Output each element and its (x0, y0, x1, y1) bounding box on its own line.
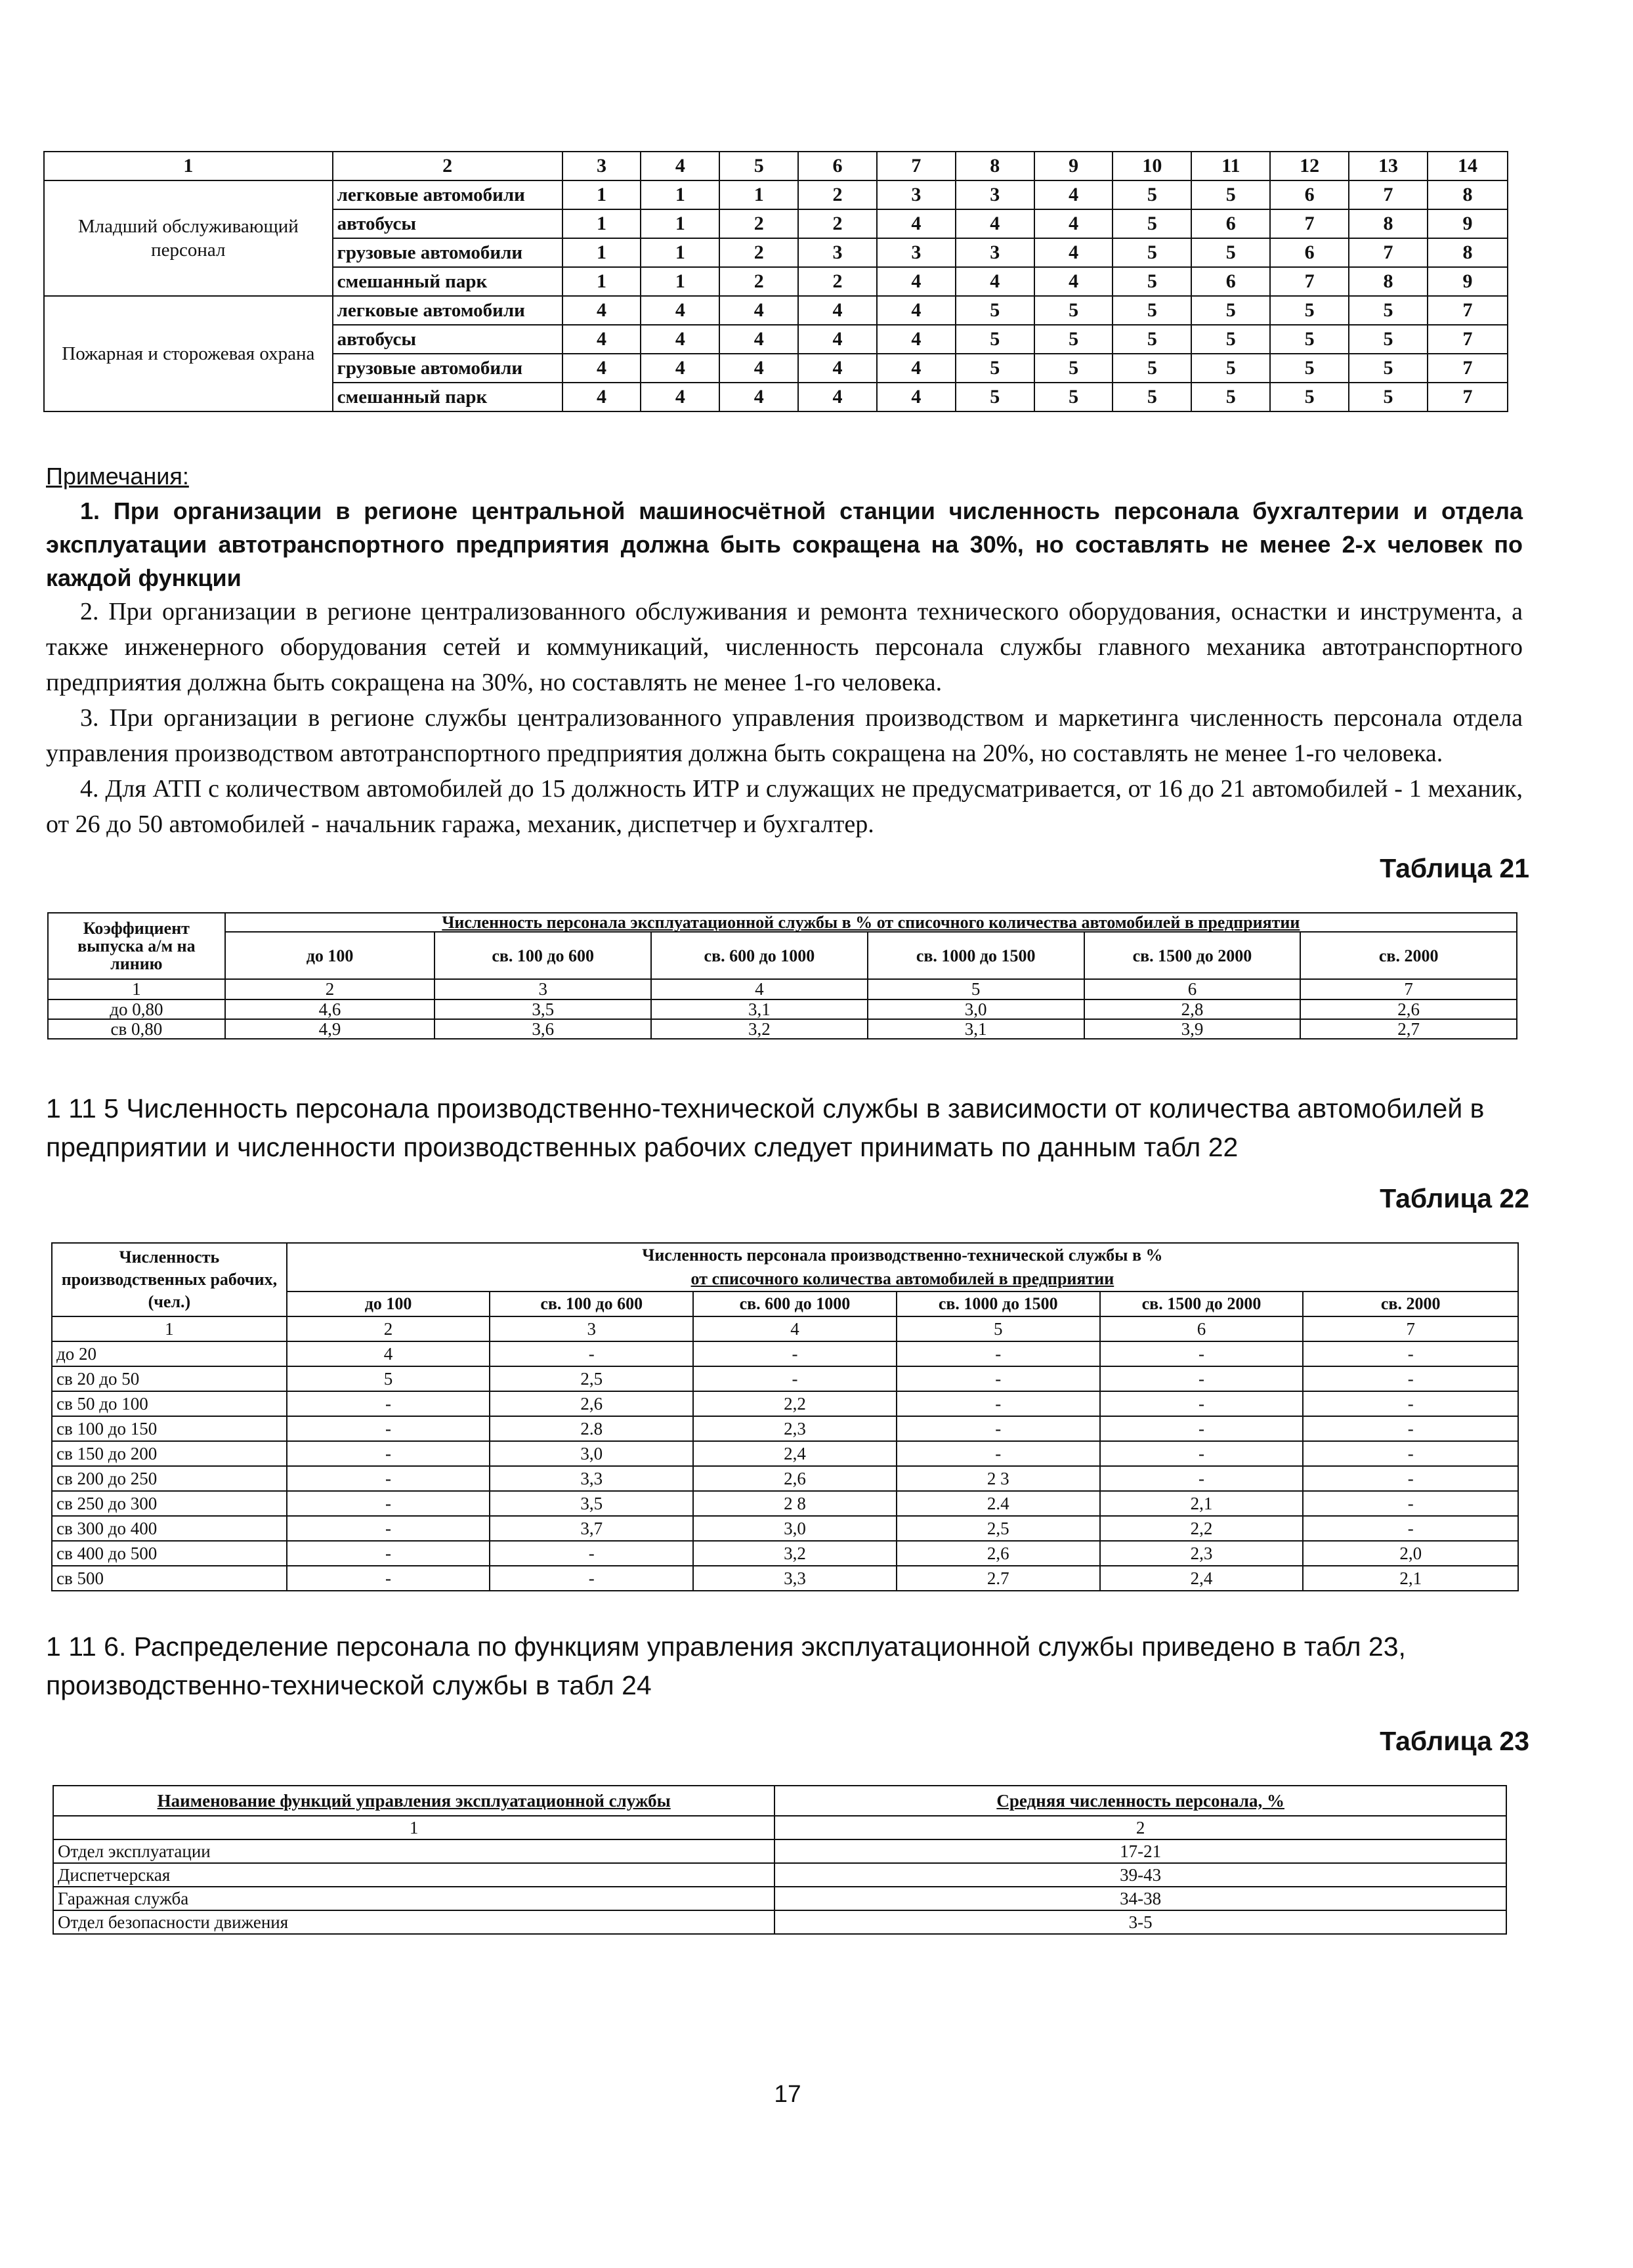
column-number: 4 (693, 1316, 897, 1341)
table-header-row (53, 1786, 1506, 1816)
table-row (52, 1341, 1518, 1366)
value-cell: 3-5 (774, 1910, 1506, 1934)
value-cell: 5 (1349, 383, 1428, 411)
value-cell: 2,2 (1100, 1516, 1304, 1541)
value-cell: 2,0 (1303, 1541, 1518, 1566)
table-row (52, 1516, 1518, 1541)
row-label: до 20 (52, 1341, 287, 1366)
value-cell: 5 (956, 325, 1034, 354)
value-cell: - (287, 1491, 490, 1516)
value-cell: - (1303, 1366, 1518, 1391)
value-cell: 7 (1428, 296, 1508, 325)
table-header-row (48, 913, 1517, 932)
column-number: 2 (225, 979, 435, 999)
table-22 (51, 1242, 1519, 1591)
table-row (52, 1416, 1518, 1441)
value-cell: 1 (562, 180, 641, 209)
value-cell: 4,6 (225, 999, 435, 1019)
column-number: 7 (1303, 1316, 1518, 1341)
column-number: 3 (490, 1316, 693, 1341)
column-number: 1 (53, 1816, 774, 1839)
value-cell: - (1100, 1341, 1304, 1366)
column-number: 5 (719, 152, 798, 180)
value-cell: 2,2 (693, 1391, 897, 1416)
value-cell: - (1303, 1491, 1518, 1516)
table-row (52, 1541, 1518, 1566)
value-cell: 2.8 (490, 1416, 693, 1441)
value-cell: 5 (1113, 180, 1191, 209)
value-cell: 3,1 (868, 1019, 1084, 1039)
row-label: св 150 до 200 (52, 1441, 287, 1466)
value-cell: 4 (956, 209, 1034, 238)
value-cell: 4 (719, 296, 798, 325)
value-cell: - (287, 1441, 490, 1466)
value-cell: 7 (1428, 325, 1508, 354)
value-cell: 34-38 (774, 1887, 1506, 1910)
value-cell: 4 (1034, 209, 1113, 238)
value-cell: - (897, 1416, 1100, 1441)
column-number: 7 (1300, 979, 1517, 999)
value-cell: 4 (562, 325, 641, 354)
value-cell: 5 (956, 296, 1034, 325)
function-name: Отдел эксплуатации (53, 1839, 774, 1863)
column-numbers-row (48, 979, 1517, 999)
value-cell: - (1303, 1416, 1518, 1441)
table-row (53, 1863, 1506, 1887)
vehicle-type-cell: смешанный парк (333, 383, 562, 411)
value-cell: 4 (562, 296, 641, 325)
value-cell: 17-21 (774, 1839, 1506, 1863)
value-cell: 7 (1270, 267, 1349, 296)
note-item: 2. При организации в регионе централизованного обслуживания и ремонта технического оборудования, оснастки и инструмента, а также инженерного оборудования сетей и коммуникаций, численность персонала службы главного механика автотранспортного предприятия должна быть сокращена на 30%, но составлять не менее 1-го человека. (46, 598, 1523, 697)
group-header: от списочного количества автомобилей в предприятии (287, 1267, 1518, 1292)
value-cell: 6 (1191, 267, 1270, 296)
value-cell: 2.4 (897, 1491, 1100, 1516)
vehicle-type-cell: смешанный парк (333, 267, 562, 296)
column-header: св. 1000 до 1500 (897, 1292, 1100, 1316)
value-cell: - (287, 1516, 490, 1541)
value-cell: 2,6 (1300, 999, 1517, 1019)
value-cell: 4 (1034, 238, 1113, 267)
value-cell: 9 (1428, 267, 1508, 296)
staff-table-continued (43, 151, 1508, 412)
value-cell: 2,1 (1303, 1566, 1518, 1591)
function-name: Диспетчерская (53, 1863, 774, 1887)
column-header: св. 600 до 1000 (651, 932, 868, 979)
value-cell: 4 (641, 296, 719, 325)
value-cell: 6 (1270, 180, 1349, 209)
value-cell: 3,9 (1084, 1019, 1301, 1039)
table-23 (53, 1785, 1507, 1935)
value-cell: 5 (287, 1366, 490, 1391)
value-cell: 39-43 (774, 1863, 1506, 1887)
column-numbers-row (53, 1816, 1506, 1839)
column-number: 13 (1349, 152, 1428, 180)
value-cell: 5 (1270, 325, 1349, 354)
value-cell: 4 (798, 354, 877, 383)
value-cell: 3,0 (490, 1441, 693, 1466)
value-cell: - (490, 1341, 693, 1366)
vehicle-type-cell: автобусы (333, 209, 562, 238)
paragraph-1-11-6: 1 11 6. Распределение персонала по функциям управления эксплуатационной службы приведено в табл 23, производственно-технической службы в табл 24 (46, 1631, 1406, 1701)
value-cell: 3,3 (693, 1566, 897, 1591)
table-row (52, 1566, 1518, 1591)
column-header: св. 600 до 1000 (693, 1292, 897, 1316)
value-cell: 2 3 (897, 1466, 1100, 1491)
value-cell: 1 (641, 209, 719, 238)
value-cell: 5 (1113, 209, 1191, 238)
table-row (52, 1466, 1518, 1491)
value-cell: 2,8 (1084, 999, 1301, 1019)
value-cell: 4 (956, 267, 1034, 296)
row-label: св 200 до 250 (52, 1466, 287, 1491)
value-cell: - (897, 1341, 1100, 1366)
value-cell: 5 (1113, 383, 1191, 411)
value-cell: - (693, 1366, 897, 1391)
column-header: св. 1000 до 1500 (868, 932, 1084, 979)
column-number: 4 (641, 152, 719, 180)
column-header: св. 2000 (1300, 932, 1517, 979)
value-cell: 4 (877, 354, 956, 383)
value-cell: 3,0 (868, 999, 1084, 1019)
value-cell: 8 (1349, 267, 1428, 296)
column-number: 6 (1084, 979, 1301, 999)
column-number: 10 (1113, 152, 1191, 180)
value-cell: 2 (719, 267, 798, 296)
value-cell: 5 (1113, 267, 1191, 296)
group-header: Численность персонала эксплуатационной службы в % от списочного количества автомобилей в предприятии (225, 913, 1517, 932)
value-cell: - (1303, 1391, 1518, 1416)
value-cell: 5 (1113, 296, 1191, 325)
column-number: 4 (651, 979, 868, 999)
vehicle-type-cell: автобусы (333, 325, 562, 354)
value-cell: 3 (877, 180, 956, 209)
value-cell: 3,1 (651, 999, 868, 1019)
value-cell: 2,6 (693, 1466, 897, 1491)
column-header: Средняя численность персонала, % (774, 1786, 1506, 1816)
column-number: 1 (48, 979, 225, 999)
value-cell: 4 (1034, 180, 1113, 209)
value-cell: 2,1 (1100, 1491, 1304, 1516)
column-header: Коэффициент выпуска а/м на линию (48, 913, 225, 979)
value-cell: 3 (798, 238, 877, 267)
vehicle-type-cell: грузовые автомобили (333, 354, 562, 383)
column-numbers-row (52, 1316, 1518, 1341)
value-cell: 5 (1191, 354, 1270, 383)
value-cell: - (1303, 1516, 1518, 1541)
value-cell: 4 (798, 383, 877, 411)
value-cell: - (897, 1366, 1100, 1391)
row-label: св 400 до 500 (52, 1541, 287, 1566)
value-cell: 5 (1191, 325, 1270, 354)
value-cell: - (897, 1391, 1100, 1416)
value-cell: 4 (877, 296, 956, 325)
value-cell: 5 (1191, 180, 1270, 209)
value-cell: 5 (1113, 238, 1191, 267)
group-header: Численность персонала производственно-технической службы в % (287, 1243, 1518, 1267)
value-cell: 2,4 (1100, 1566, 1304, 1591)
value-cell: 8 (1349, 209, 1428, 238)
value-cell: 2,3 (1100, 1541, 1304, 1566)
row-label: св 300 до 400 (52, 1516, 287, 1541)
value-cell: 5 (1034, 325, 1113, 354)
value-cell: 3,6 (435, 1019, 651, 1039)
value-cell: 2,4 (693, 1441, 897, 1466)
value-cell: - (287, 1391, 490, 1416)
page-number: 17 (774, 2080, 801, 2107)
value-cell: 8 (1428, 238, 1508, 267)
column-header: св. 2000 (1303, 1292, 1518, 1316)
value-cell: 4 (877, 325, 956, 354)
table-row (53, 1887, 1506, 1910)
value-cell: - (1100, 1366, 1304, 1391)
table-row (53, 1839, 1506, 1863)
value-cell: - (1303, 1341, 1518, 1366)
notes-section (46, 459, 1523, 843)
paragraph-1-11-5: 1 11 5 Численность персонала производственно-технической службы в зависимости от количества автомобилей в предприятии и численности производственных рабочих следует принимать по данным табл 22 (46, 1093, 1485, 1163)
value-cell: 4 (287, 1341, 490, 1366)
group-label: Пожарная и сторожевая охрана (44, 296, 333, 411)
group-label: Младший обслуживающий персонал (44, 180, 333, 296)
column-number: 11 (1191, 152, 1270, 180)
column-number: 2 (333, 152, 562, 180)
function-name: Отдел безопасности движения (53, 1910, 774, 1934)
value-cell: 2,6 (490, 1391, 693, 1416)
value-cell: 4 (719, 383, 798, 411)
value-cell: 5 (1349, 296, 1428, 325)
column-header: Наименование функций управления эксплуатационной службы (53, 1786, 774, 1816)
value-cell: 5 (1034, 383, 1113, 411)
value-cell: 3 (877, 238, 956, 267)
row-label: св 20 до 50 (52, 1366, 287, 1391)
notes-title: Примечания: (46, 463, 189, 490)
value-cell: 5 (1349, 325, 1428, 354)
value-cell: 2 (719, 238, 798, 267)
column-header: св. 1500 до 2000 (1100, 1292, 1304, 1316)
value-cell: 4 (877, 383, 956, 411)
value-cell: 4 (641, 383, 719, 411)
column-number: 3 (435, 979, 651, 999)
value-cell: 5 (1191, 238, 1270, 267)
value-cell: 2,6 (897, 1541, 1100, 1566)
value-cell: 5 (1191, 296, 1270, 325)
value-cell: 4 (877, 267, 956, 296)
table-row (52, 1366, 1518, 1391)
table-22-caption: Таблица 22 (1380, 1183, 1529, 1213)
value-cell: 6 (1191, 209, 1270, 238)
column-number: 1 (44, 152, 333, 180)
value-cell: 3,2 (693, 1541, 897, 1566)
column-number: 9 (1034, 152, 1113, 180)
value-cell: 3,0 (693, 1516, 897, 1541)
note-item: 3. При организации в регионе службы централизованного управления производством и маркетинга численность персонала отдела управления производством автотранспортного предприятия должна быть сокращена на 20%, но составлять не менее 1-го человека. (46, 704, 1523, 768)
value-cell: 9 (1428, 209, 1508, 238)
value-cell: 1 (641, 238, 719, 267)
value-cell: 1 (641, 267, 719, 296)
value-cell: 4 (562, 383, 641, 411)
value-cell: 3 (956, 238, 1034, 267)
column-number: 6 (798, 152, 877, 180)
value-cell: - (287, 1566, 490, 1591)
value-cell: 4 (641, 354, 719, 383)
row-label: св 250 до 300 (52, 1491, 287, 1516)
value-cell: - (287, 1466, 490, 1491)
value-cell: - (490, 1566, 693, 1591)
value-cell: 8 (1428, 180, 1508, 209)
table-header-row (44, 152, 1508, 180)
note-item: 1. При организации в регионе центральной машиносчётной станции численность персонала бухгалтерии и отдела эксплуатации автотранспортного предприятия должна быть сокращена на 30%, но составлять не менее 2-х человек по каждой функции (46, 497, 1523, 592)
column-number: 3 (562, 152, 641, 180)
value-cell: 5 (1034, 354, 1113, 383)
value-cell: 2,3 (693, 1416, 897, 1441)
table-row (52, 1391, 1518, 1416)
value-cell: 3 (956, 180, 1034, 209)
value-cell: - (1100, 1391, 1304, 1416)
column-number: 7 (877, 152, 956, 180)
table-header-row (52, 1243, 1518, 1267)
column-number: 1 (52, 1316, 287, 1341)
function-name: Гаражная служба (53, 1887, 774, 1910)
value-cell: 5 (1270, 296, 1349, 325)
value-cell: - (1100, 1466, 1304, 1491)
value-cell: 1 (562, 267, 641, 296)
value-cell: 2,5 (490, 1366, 693, 1391)
value-cell: 4 (798, 325, 877, 354)
table-row (44, 296, 1508, 325)
value-cell: 5 (1349, 354, 1428, 383)
table-row (52, 1441, 1518, 1466)
row-label: св 50 до 100 (52, 1391, 287, 1416)
value-cell: 2 (798, 180, 877, 209)
vehicle-type-cell: легковые автомобили (333, 180, 562, 209)
value-cell: 7 (1428, 354, 1508, 383)
value-cell: 2 8 (693, 1491, 897, 1516)
value-cell: 2 (719, 209, 798, 238)
value-cell: 4 (798, 296, 877, 325)
value-cell: 7 (1349, 180, 1428, 209)
table-row (52, 1491, 1518, 1516)
value-cell: 2,7 (1300, 1019, 1517, 1039)
value-cell: 5 (1113, 325, 1191, 354)
value-cell: - (897, 1441, 1100, 1466)
column-number: 12 (1270, 152, 1349, 180)
value-cell: 2,5 (897, 1516, 1100, 1541)
column-header: до 100 (287, 1292, 490, 1316)
value-cell: 1 (562, 238, 641, 267)
value-cell: 4 (641, 325, 719, 354)
column-number: 6 (1100, 1316, 1304, 1341)
value-cell: 5 (1034, 296, 1113, 325)
column-number: 14 (1428, 152, 1508, 180)
row-label: св 0,80 (48, 1019, 225, 1039)
table-23-caption: Таблица 23 (1380, 1726, 1529, 1756)
value-cell: 5 (1270, 354, 1349, 383)
column-number: 5 (868, 979, 1084, 999)
table-21-caption: Таблица 21 (1380, 853, 1529, 883)
column-number: 2 (287, 1316, 490, 1341)
column-number: 2 (774, 1816, 1506, 1839)
column-header: до 100 (225, 932, 435, 979)
row-label: св 500 (52, 1566, 287, 1591)
vehicle-type-cell: легковые автомобили (333, 296, 562, 325)
value-cell: 5 (956, 383, 1034, 411)
value-cell: 5 (1270, 383, 1349, 411)
value-cell: - (1100, 1416, 1304, 1441)
value-cell: 1 (641, 180, 719, 209)
value-cell: - (287, 1541, 490, 1566)
value-cell: 4 (877, 209, 956, 238)
column-number: 5 (897, 1316, 1100, 1341)
column-header: Численность производственных рабочих, (чел.) (52, 1243, 287, 1316)
table-row (48, 1019, 1517, 1039)
value-cell: 4 (562, 354, 641, 383)
value-cell: 4,9 (225, 1019, 435, 1039)
value-cell: 7 (1349, 238, 1428, 267)
table-21 (47, 912, 1517, 1040)
column-header: св. 1500 до 2000 (1084, 932, 1301, 979)
value-cell: 5 (1191, 383, 1270, 411)
value-cell: 6 (1270, 238, 1349, 267)
value-cell: 3,7 (490, 1516, 693, 1541)
value-cell: 7 (1270, 209, 1349, 238)
row-label: до 0,80 (48, 999, 225, 1019)
table-row (48, 999, 1517, 1019)
value-cell: 3,5 (490, 1491, 693, 1516)
column-number: 8 (956, 152, 1034, 180)
value-cell: 4 (719, 354, 798, 383)
row-label: св 100 до 150 (52, 1416, 287, 1441)
value-cell: 5 (956, 354, 1034, 383)
value-cell: 2 (798, 267, 877, 296)
table-row (53, 1910, 1506, 1934)
column-header: св. 100 до 600 (435, 932, 651, 979)
value-cell: 3,2 (651, 1019, 868, 1039)
value-cell: - (1303, 1441, 1518, 1466)
value-cell: 3,5 (435, 999, 651, 1019)
value-cell: 2 (798, 209, 877, 238)
vehicle-type-cell: грузовые автомобили (333, 238, 562, 267)
value-cell: 4 (1034, 267, 1113, 296)
value-cell: 4 (719, 325, 798, 354)
value-cell: - (490, 1541, 693, 1566)
value-cell: - (693, 1341, 897, 1366)
column-header: св. 100 до 600 (490, 1292, 693, 1316)
value-cell: - (287, 1416, 490, 1441)
value-cell: 7 (1428, 383, 1508, 411)
value-cell: 2.7 (897, 1566, 1100, 1591)
table-row (44, 180, 1508, 209)
value-cell: - (1303, 1466, 1518, 1491)
table-header-row (48, 932, 1517, 979)
value-cell: 5 (1113, 354, 1191, 383)
value-cell: 3,3 (490, 1466, 693, 1491)
value-cell: 1 (719, 180, 798, 209)
value-cell: 1 (562, 209, 641, 238)
note-item: 4. Для АТП с количеством автомобилей до 15 должность ИТР и служащих не предусматривается, от 16 до 21 автомобилей - 1 механик, от 26 до 50 автомобилей - начальник гаража, механик, диспетчер и бухгалтер. (46, 775, 1523, 839)
value-cell: - (1100, 1441, 1304, 1466)
